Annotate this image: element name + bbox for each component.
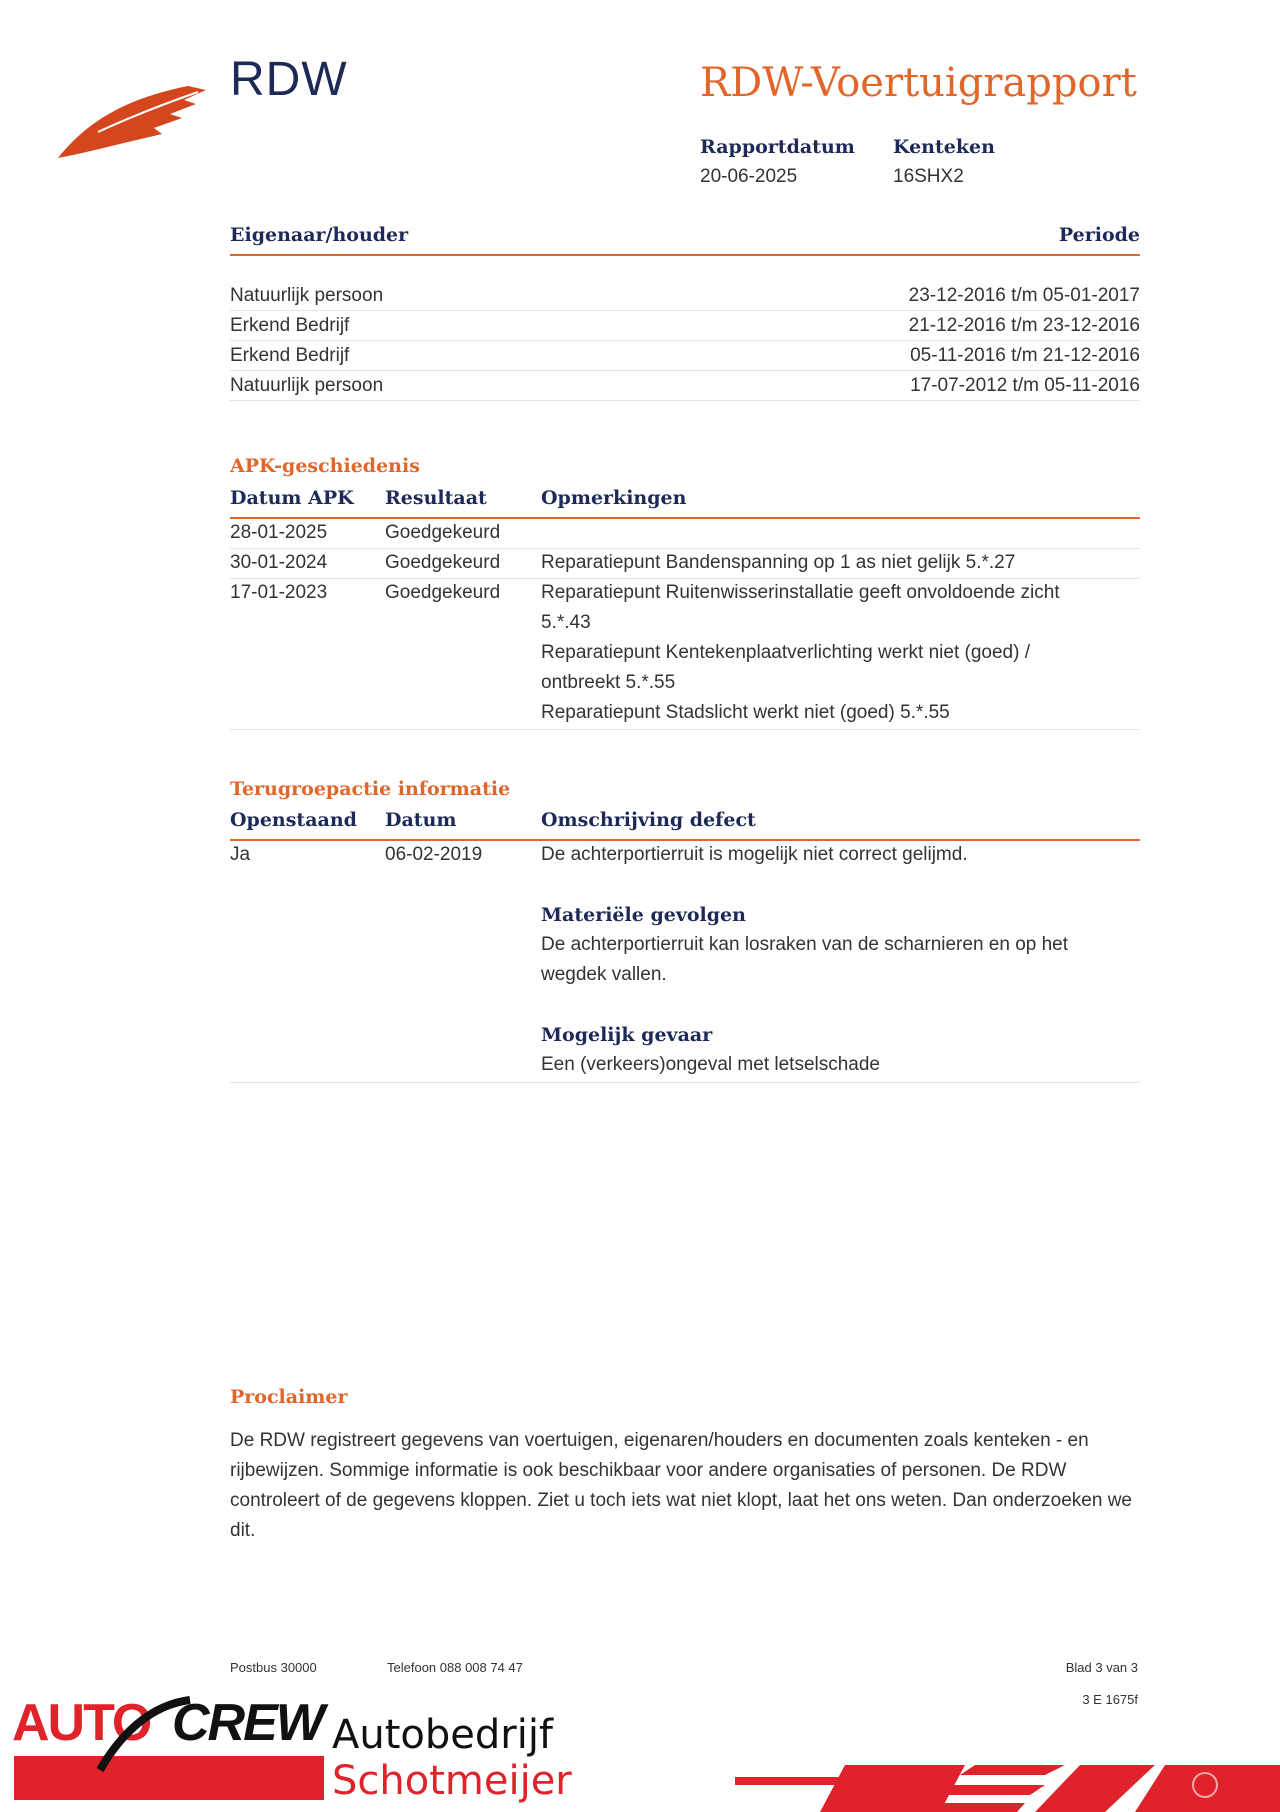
recall-col-desc: Omschrijving defect (541, 809, 756, 831)
apk-header (230, 487, 1140, 519)
owner-type: Erkend Bedrijf (230, 315, 350, 336)
owner-period: 21-12-2016 t/m 23-12-2016 (908, 315, 1140, 336)
recall-desc: De achterportierruit is mogelijk niet correct gelijmd. (541, 844, 968, 865)
apk-date: 28-01-2025 (230, 522, 328, 543)
footer-postbus: Postbus 30000 (230, 1660, 317, 1675)
apk-result: Goedgekeurd (385, 522, 501, 543)
dealer-logo-auto: AUTO (12, 1694, 151, 1752)
recall-date: 06-02-2019 (385, 844, 483, 865)
apk-remark: Reparatiepunt Stadslicht werkt niet (goed) 5.*.55 (541, 702, 950, 723)
owners-col-owner: Eigenaar/houder (230, 224, 409, 246)
owner-row (230, 311, 1140, 341)
report-date-label: Rapportdatum (700, 136, 855, 158)
dealer-name-line1: Autobedrijf (332, 1712, 554, 1758)
apk-remark: Reparatiepunt Ruitenwisserinstallatie geeft onvoldoende zicht 5.*.43 (541, 582, 1060, 633)
recall-details (541, 840, 1101, 1080)
apk-row (230, 518, 1140, 549)
recall-danger-text: Een (verkeers)ongeval met letselschade (541, 1054, 881, 1075)
report-date: 20-06-2025 (700, 166, 798, 187)
recall-material-text: De achterportierruit kan losraken van de scharnieren en op het wegdek vallen. (541, 934, 1069, 985)
owner-period: 23-12-2016 t/m 05-01-2017 (908, 285, 1140, 306)
owners-header (230, 224, 1140, 256)
proclaimer-title: Proclaimer (230, 1386, 348, 1408)
owner-type: Natuurlijk persoon (230, 285, 384, 306)
owner-period: 17-07-2012 t/m 05-11-2016 (910, 375, 1140, 396)
recall-col-date: Datum (385, 809, 457, 831)
apk-result: Goedgekeurd (385, 552, 501, 573)
rdw-feather-logo-icon (58, 80, 208, 162)
recall-title: Terugroepactie informatie (230, 778, 511, 800)
owner-row (230, 281, 1140, 311)
plate-label: Kenteken (893, 136, 995, 158)
footer-page: Blad 3 van 3 (1065, 1660, 1138, 1675)
recall-header (230, 809, 1140, 841)
owner-row (230, 371, 1140, 401)
apk-remark: Reparatiepunt Bandenspanning op 1 as niet gelijk 5.*.27 (541, 552, 1016, 573)
recall-open: Ja (230, 844, 251, 865)
apk-title: APK-geschiedenis (230, 455, 420, 477)
apk-date: 30-01-2024 (230, 552, 328, 573)
rdw-logo-text: RDW (230, 53, 348, 106)
recall-col-open: Openstaand (230, 809, 357, 831)
recall-danger-label: Mogelijk gevaar (541, 1024, 713, 1046)
recall-material-label: Materiële gevolgen (541, 904, 746, 926)
proclaimer (230, 1386, 1140, 1546)
footer-phone: Telefoon 088 008 74 47 (387, 1660, 523, 1675)
apk-result: Goedgekeurd (385, 582, 501, 603)
proclaimer-text: De RDW registreert gegevens van voertuigen, eigenaren/houders en documenten zoals kenteken - en rijbewijzen. Sommige informatie is ook beschikbaar voor andere organisaties of personen. De RDW controleert of de gegevens kloppen. Ziet u toch iets wat niet klopt, laat het ons weten. Dan onderzoeken we dit. (230, 1430, 1132, 1541)
owner-type: Erkend Bedrijf (230, 345, 350, 366)
plate-value: 16SHX2 (893, 166, 964, 187)
owner-row (230, 341, 1140, 371)
decorative-stripes-icon (735, 1755, 1280, 1812)
footer-code: 3 E 1675f (1082, 1692, 1138, 1707)
owners-col-period: Periode (1058, 224, 1140, 246)
owners-list (230, 281, 1140, 401)
apk-remark: Reparatiepunt Kentekenplaatverlichting werkt niet (goed) / ontbreekt 5.*.55 (541, 642, 1031, 693)
apk-row (230, 578, 1140, 730)
recall-row (230, 840, 1140, 1083)
owner-period: 05-11-2016 t/m 21-12-2016 (910, 345, 1140, 366)
dealer-name-line2: Schotmeijer (332, 1758, 572, 1804)
apk-date: 17-01-2023 (230, 582, 328, 603)
dealer-logo-crew: CREW (172, 1694, 323, 1752)
apk-col-date: Datum APK (230, 487, 354, 509)
apk-col-result: Resultaat (385, 487, 487, 509)
report-title: RDW-Voertuigrapport (700, 60, 1137, 106)
owner-type: Natuurlijk persoon (230, 375, 384, 396)
apk-remarks-list (541, 578, 1081, 728)
apk-row (230, 548, 1140, 579)
apk-col-remarks: Opmerkingen (541, 487, 687, 509)
